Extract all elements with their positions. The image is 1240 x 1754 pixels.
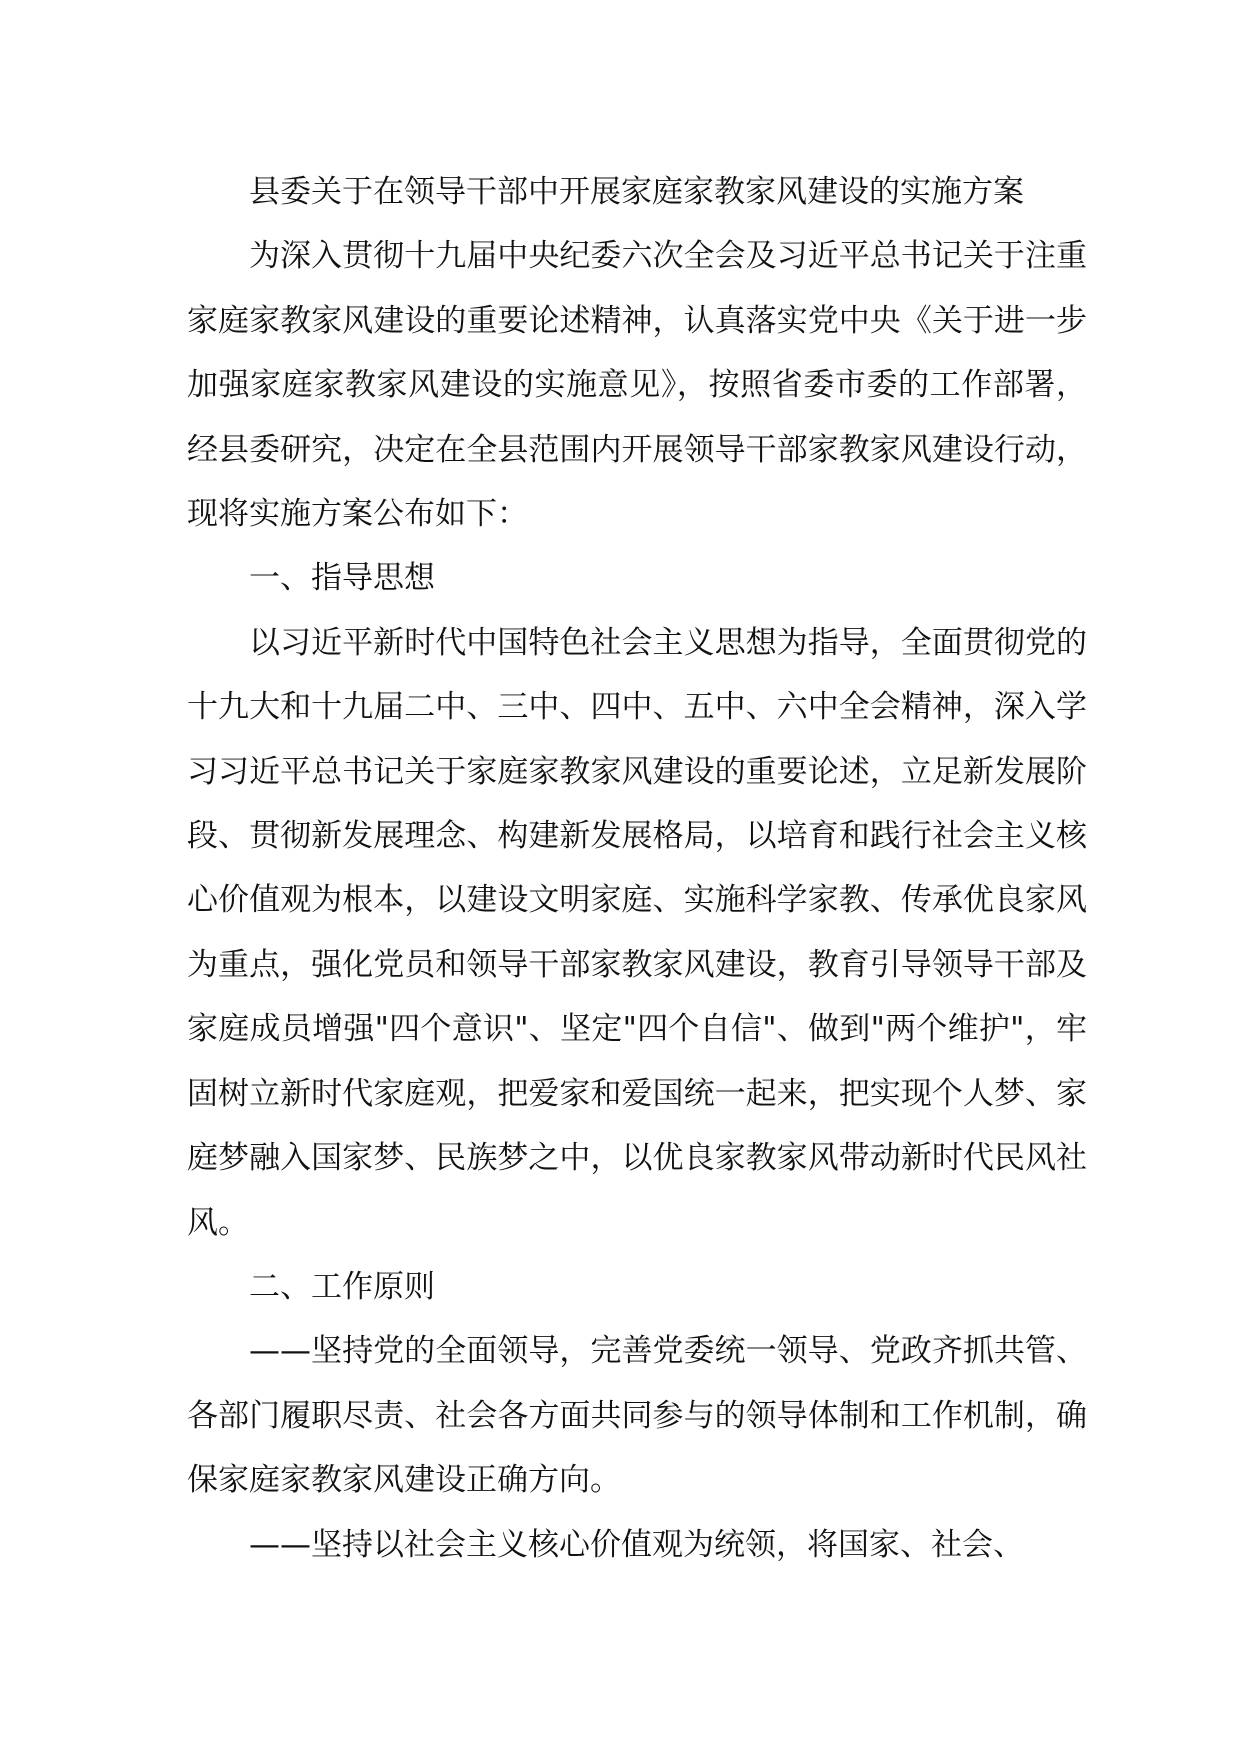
section-heading-guiding-ideology: 一、指导思想 xyxy=(249,560,435,597)
principle-paragraph-1: ——坚持党的全面领导，完善党委统一领导、党政齐抓共管、各部门履职尽责、社会各方面共同参与的领导体制和工作机制，确保家庭家教家风建设正确方向。 xyxy=(187,1333,1087,1499)
guiding-ideology-paragraph: 以习近平新时代中国特色社会主义思想为指导，全面贯彻党的十九大和十九届二中、三中、四中、五中、六中全会精神，深入学习习近平总书记关于家庭家教家风建设的重要论述，立足新发展阶段、贯彻新发展理念、构建新发展格局，以培育和践行社会主义核心价值观为根本，以建设文明家庭、实施科学家教、传承优良家风为重点，强化党员和领导干部家教家风建设，教育引导领导干部及家庭成员增强"四个意识"、坚定"四个自信"、做到"两个维护"，牢固树立新时代家庭观，把爱家和爱国统一起来，把实现个人梦、家庭梦融入国家梦、民族梦之中，以优良家教家风带动新时代民风社风。 xyxy=(187,624,1087,1241)
document-title: 县委关于在领导干部中开展家庭家教家风建设的实施方案 xyxy=(249,174,1024,210)
intro-paragraph: 为深入贯彻十九届中央纪委六次全会及习近平总书记关于注重家庭家教家风建设的重要论述精神，认真落实党中央《关于进一步加强家庭家教家风建设的实施意见》，按照省委市委的工作部署，经县委研究，决定在全县范围内开展领导干部家教家风建设行动，现将实施方案公布如下： xyxy=(187,238,1087,533)
document-body xyxy=(187,160,1087,1577)
section-heading-work-principles: 二、工作原则 xyxy=(249,1268,435,1305)
principle-paragraph-2: ——坚持以社会主义核心价值观为统领，将国家、社会、 xyxy=(249,1526,1024,1563)
